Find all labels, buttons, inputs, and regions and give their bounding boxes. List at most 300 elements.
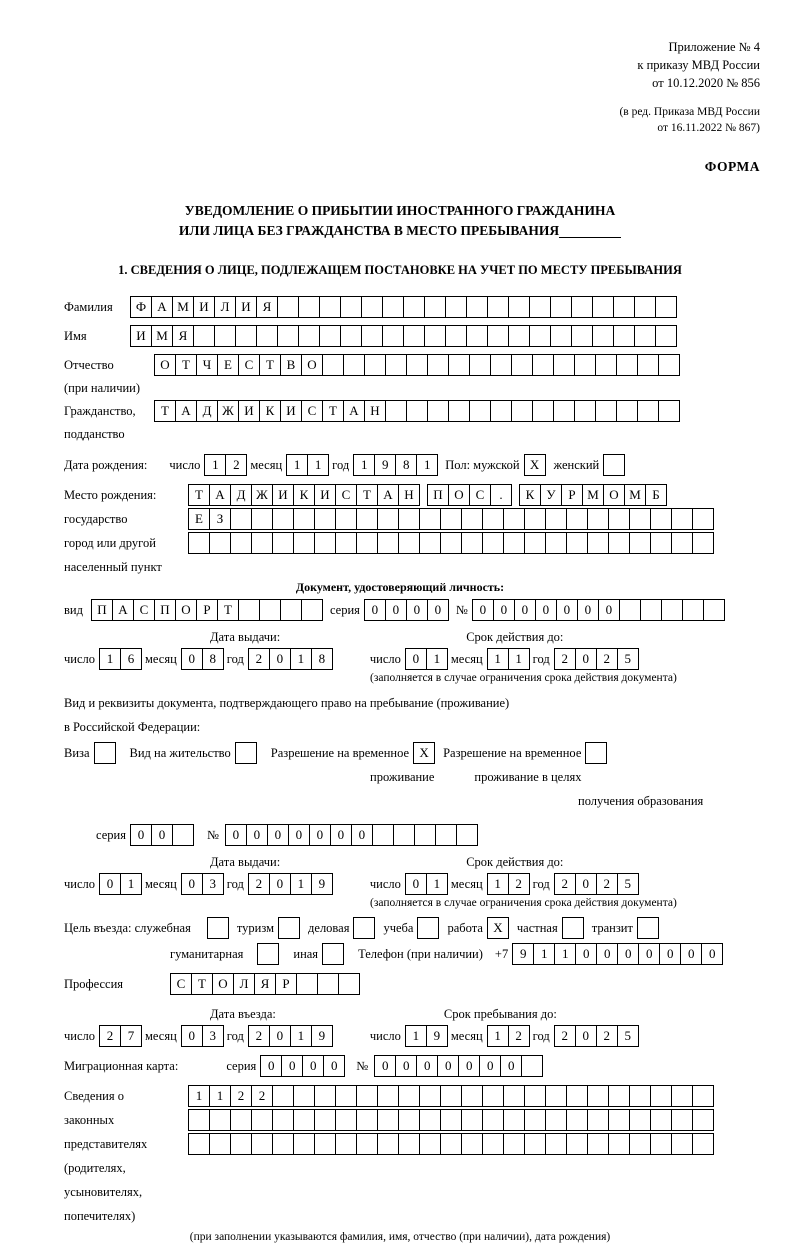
form-cell[interactable]: 0	[406, 599, 428, 621]
form-cell[interactable]	[335, 1085, 357, 1107]
form-cell[interactable]: 0	[99, 873, 121, 895]
form-cell[interactable]	[650, 1085, 672, 1107]
form-cell[interactable]: 0	[151, 824, 173, 846]
form-cell[interactable]: 2	[596, 873, 618, 895]
form-cell[interactable]: Ж	[251, 484, 273, 506]
form-cell[interactable]	[406, 400, 428, 422]
form-cell[interactable]	[629, 532, 651, 554]
stay-doc-number-cells[interactable]	[225, 824, 477, 846]
form-cell[interactable]: 1	[554, 943, 576, 965]
form-cell[interactable]	[553, 354, 575, 376]
citizenship-cells[interactable]	[154, 400, 679, 422]
form-cell[interactable]: 0	[267, 824, 289, 846]
form-cell[interactable]	[419, 1085, 441, 1107]
form-cell[interactable]: 5	[617, 1025, 639, 1047]
form-cell[interactable]	[424, 325, 446, 347]
form-cell[interactable]	[356, 1085, 378, 1107]
form-cell[interactable]: 9	[426, 1025, 448, 1047]
form-cell[interactable]	[608, 1085, 630, 1107]
form-cell[interactable]	[587, 508, 609, 530]
form-cell[interactable]: 7	[120, 1025, 142, 1047]
form-cell[interactable]	[356, 1109, 378, 1131]
form-cell[interactable]	[445, 325, 467, 347]
form-cell[interactable]: И	[130, 325, 152, 347]
form-cell[interactable]: Б	[645, 484, 667, 506]
form-cell[interactable]	[595, 400, 617, 422]
form-cell[interactable]: 2	[596, 648, 618, 670]
form-cell[interactable]	[301, 599, 323, 621]
form-cell[interactable]: И	[280, 400, 302, 422]
form-cell[interactable]	[461, 508, 483, 530]
form-cell[interactable]	[172, 824, 194, 846]
form-cell[interactable]: С	[133, 599, 155, 621]
form-cell[interactable]: 9	[512, 943, 534, 965]
form-cell[interactable]: 1	[290, 1025, 312, 1047]
form-cell[interactable]: 0	[225, 824, 247, 846]
purpose-transit-checkbox[interactable]	[637, 917, 659, 939]
form-cell[interactable]	[272, 508, 294, 530]
form-cell[interactable]	[566, 1133, 588, 1155]
form-cell[interactable]	[629, 1133, 651, 1155]
form-cell[interactable]	[566, 1109, 588, 1131]
form-cell[interactable]	[469, 400, 491, 422]
form-cell[interactable]: Т	[154, 400, 176, 422]
form-cell[interactable]	[335, 508, 357, 530]
form-cell[interactable]: 3	[202, 1025, 224, 1047]
form-cell[interactable]	[682, 599, 704, 621]
form-cell[interactable]	[524, 1109, 546, 1131]
form-cell[interactable]: 0	[575, 1025, 597, 1047]
temp-residence-checkbox[interactable]: X	[413, 742, 435, 764]
form-cell[interactable]: И	[238, 400, 260, 422]
stay-doc-series-cells[interactable]	[130, 824, 193, 846]
form-cell[interactable]	[314, 508, 336, 530]
form-cell[interactable]	[461, 532, 483, 554]
form-cell[interactable]	[634, 296, 656, 318]
form-cell[interactable]	[440, 1109, 462, 1131]
form-cell[interactable]	[335, 532, 357, 554]
form-cell[interactable]: Т	[217, 599, 239, 621]
representatives-row-2-cells[interactable]	[188, 1109, 713, 1131]
form-cell[interactable]	[529, 325, 551, 347]
form-cell[interactable]	[490, 400, 512, 422]
form-cell[interactable]: 0	[181, 648, 203, 670]
form-cell[interactable]: П	[91, 599, 113, 621]
form-cell[interactable]: Т	[322, 400, 344, 422]
form-cell[interactable]: 2	[248, 873, 270, 895]
form-cell[interactable]: Я	[254, 973, 276, 995]
form-cell[interactable]: 0	[269, 1025, 291, 1047]
form-cell[interactable]	[188, 1133, 210, 1155]
form-cell[interactable]	[487, 325, 509, 347]
form-cell[interactable]: Т	[356, 484, 378, 506]
form-cell[interactable]	[335, 1109, 357, 1131]
form-cell[interactable]: 0	[680, 943, 702, 965]
form-cell[interactable]: Д	[196, 400, 218, 422]
entry-until-month-cells[interactable]	[487, 1025, 529, 1047]
form-cell[interactable]: 0	[577, 599, 599, 621]
form-cell[interactable]	[532, 354, 554, 376]
form-cell[interactable]	[251, 1109, 273, 1131]
form-cell[interactable]: 2	[508, 1025, 530, 1047]
form-cell[interactable]: Ж	[217, 400, 239, 422]
form-cell[interactable]	[482, 532, 504, 554]
form-cell[interactable]: 0	[427, 599, 449, 621]
form-cell[interactable]: 1	[426, 873, 448, 895]
form-cell[interactable]	[372, 824, 394, 846]
form-cell[interactable]	[188, 1109, 210, 1131]
form-cell[interactable]	[251, 532, 273, 554]
purpose-study-checkbox[interactable]	[417, 917, 439, 939]
form-cell[interactable]	[335, 1133, 357, 1155]
form-cell[interactable]	[419, 532, 441, 554]
form-cell[interactable]	[272, 1085, 294, 1107]
form-cell[interactable]: 2	[508, 873, 530, 895]
form-cell[interactable]	[613, 325, 635, 347]
form-cell[interactable]	[230, 1133, 252, 1155]
purpose-service-checkbox[interactable]	[207, 917, 229, 939]
form-cell[interactable]: 9	[374, 454, 396, 476]
form-cell[interactable]: Р	[561, 484, 583, 506]
form-cell[interactable]	[524, 1085, 546, 1107]
form-cell[interactable]: 1	[286, 454, 308, 476]
form-cell[interactable]: 5	[617, 648, 639, 670]
form-cell[interactable]: 0	[617, 943, 639, 965]
form-cell[interactable]	[503, 532, 525, 554]
sex-male-checkbox[interactable]: X	[524, 454, 546, 476]
form-cell[interactable]: А	[151, 296, 173, 318]
form-cell[interactable]	[503, 508, 525, 530]
form-cell[interactable]	[293, 532, 315, 554]
form-cell[interactable]	[629, 508, 651, 530]
form-cell[interactable]: И	[235, 296, 257, 318]
form-cell[interactable]: Ф	[130, 296, 152, 318]
form-cell[interactable]	[524, 532, 546, 554]
form-cell[interactable]	[592, 325, 614, 347]
form-cell[interactable]: 1	[290, 873, 312, 895]
form-cell[interactable]: 0	[130, 824, 152, 846]
form-cell[interactable]	[545, 1109, 567, 1131]
form-cell[interactable]	[511, 354, 533, 376]
form-cell[interactable]	[461, 1109, 483, 1131]
form-cell[interactable]: 2	[248, 1025, 270, 1047]
form-cell[interactable]: 0	[260, 1055, 282, 1077]
form-cell[interactable]	[671, 1109, 693, 1131]
form-cell[interactable]: 0	[181, 873, 203, 895]
form-cell[interactable]: 1	[99, 648, 121, 670]
form-cell[interactable]	[532, 400, 554, 422]
form-cell[interactable]: 0	[575, 943, 597, 965]
form-cell[interactable]	[193, 325, 215, 347]
form-cell[interactable]	[545, 1085, 567, 1107]
form-cell[interactable]	[545, 508, 567, 530]
form-cell[interactable]: 2	[99, 1025, 121, 1047]
form-cell[interactable]: 1	[290, 648, 312, 670]
form-cell[interactable]: 0	[405, 873, 427, 895]
form-cell[interactable]	[469, 354, 491, 376]
form-cell[interactable]: 6	[120, 648, 142, 670]
form-cell[interactable]	[398, 1133, 420, 1155]
form-cell[interactable]: 0	[575, 648, 597, 670]
form-cell[interactable]	[650, 508, 672, 530]
form-cell[interactable]: 9	[311, 873, 333, 895]
form-cell[interactable]	[214, 325, 236, 347]
form-cell[interactable]	[456, 824, 478, 846]
form-cell[interactable]: О	[154, 354, 176, 376]
form-cell[interactable]: 2	[248, 648, 270, 670]
form-cell[interactable]	[508, 296, 530, 318]
form-cell[interactable]	[364, 354, 386, 376]
form-cell[interactable]: 2	[251, 1085, 273, 1107]
sex-female-checkbox[interactable]	[603, 454, 625, 476]
form-cell[interactable]	[356, 508, 378, 530]
form-cell[interactable]	[616, 400, 638, 422]
form-cell[interactable]	[640, 599, 662, 621]
form-cell[interactable]	[608, 1133, 630, 1155]
form-cell[interactable]: 0	[269, 873, 291, 895]
form-cell[interactable]: 0	[246, 824, 268, 846]
form-cell[interactable]: 1	[487, 648, 509, 670]
form-cell[interactable]: 0	[500, 1055, 522, 1077]
form-cell[interactable]	[277, 296, 299, 318]
form-cell[interactable]: 0	[659, 943, 681, 965]
form-cell[interactable]: З	[209, 508, 231, 530]
form-cell[interactable]: 0	[598, 599, 620, 621]
form-cell[interactable]	[553, 400, 575, 422]
form-cell[interactable]	[298, 325, 320, 347]
form-cell[interactable]	[293, 1109, 315, 1131]
form-cell[interactable]	[574, 400, 596, 422]
form-cell[interactable]	[487, 296, 509, 318]
form-cell[interactable]: Ч	[196, 354, 218, 376]
profession-cells[interactable]	[170, 973, 359, 995]
form-cell[interactable]: А	[112, 599, 134, 621]
form-cell[interactable]	[340, 296, 362, 318]
doc-kind-cells[interactable]	[91, 599, 322, 621]
form-cell[interactable]: О	[603, 484, 625, 506]
form-cell[interactable]	[629, 1085, 651, 1107]
form-cell[interactable]	[461, 1133, 483, 1155]
entry-until-day-cells[interactable]	[405, 1025, 447, 1047]
sd-valid-year-cells[interactable]	[554, 873, 638, 895]
birth-month-cells[interactable]	[286, 454, 328, 476]
entry-year-cells[interactable]	[248, 1025, 332, 1047]
form-cell[interactable]: 0	[351, 824, 373, 846]
form-cell[interactable]: 0	[374, 1055, 396, 1077]
form-cell[interactable]: 2	[230, 1085, 252, 1107]
form-cell[interactable]	[356, 1133, 378, 1155]
form-cell[interactable]	[650, 1109, 672, 1131]
form-cell[interactable]	[592, 296, 614, 318]
form-cell[interactable]	[314, 532, 336, 554]
form-cell[interactable]	[608, 1109, 630, 1131]
form-cell[interactable]: 8	[202, 648, 224, 670]
form-cell[interactable]: А	[343, 400, 365, 422]
form-cell[interactable]: К	[293, 484, 315, 506]
edu-residence-checkbox[interactable]	[585, 742, 607, 764]
form-cell[interactable]	[448, 354, 470, 376]
form-cell[interactable]	[385, 354, 407, 376]
form-cell[interactable]	[377, 1085, 399, 1107]
form-cell[interactable]: Д	[230, 484, 252, 506]
form-cell[interactable]	[377, 1133, 399, 1155]
form-cell[interactable]	[314, 1085, 336, 1107]
form-cell[interactable]: Р	[196, 599, 218, 621]
form-cell[interactable]	[209, 1133, 231, 1155]
form-cell[interactable]: 0	[385, 599, 407, 621]
doc-issue-day-cells[interactable]	[99, 648, 141, 670]
form-cell[interactable]	[634, 325, 656, 347]
form-cell[interactable]	[296, 973, 318, 995]
form-cell[interactable]	[272, 532, 294, 554]
form-cell[interactable]: 9	[311, 1025, 333, 1047]
form-cell[interactable]	[424, 296, 446, 318]
form-cell[interactable]: 1	[487, 1025, 509, 1047]
form-cell[interactable]: И	[314, 484, 336, 506]
form-cell[interactable]: 2	[554, 648, 576, 670]
form-cell[interactable]: И	[193, 296, 215, 318]
purpose-tourism-checkbox[interactable]	[278, 917, 300, 939]
form-cell[interactable]: 2	[554, 1025, 576, 1047]
form-cell[interactable]	[256, 325, 278, 347]
form-cell[interactable]	[511, 400, 533, 422]
form-cell[interactable]: 0	[181, 1025, 203, 1047]
form-cell[interactable]	[566, 532, 588, 554]
form-cell[interactable]	[272, 1109, 294, 1131]
form-cell[interactable]: 0	[638, 943, 660, 965]
form-cell[interactable]	[650, 532, 672, 554]
form-cell[interactable]	[398, 508, 420, 530]
purpose-business-checkbox[interactable]	[353, 917, 375, 939]
form-cell[interactable]: Т	[191, 973, 213, 995]
birthplace-row-2-cells[interactable]	[188, 508, 713, 530]
sd-valid-day-cells[interactable]	[405, 873, 447, 895]
patronymic-cells[interactable]	[154, 354, 679, 376]
form-cell[interactable]	[461, 1085, 483, 1107]
form-cell[interactable]	[671, 532, 693, 554]
entry-month-cells[interactable]	[181, 1025, 223, 1047]
form-cell[interactable]	[293, 508, 315, 530]
form-cell[interactable]	[361, 296, 383, 318]
form-cell[interactable]: 1	[405, 1025, 427, 1047]
entry-day-cells[interactable]	[99, 1025, 141, 1047]
form-cell[interactable]: С	[170, 973, 192, 995]
form-cell[interactable]	[658, 400, 680, 422]
form-cell[interactable]	[377, 532, 399, 554]
form-cell[interactable]	[403, 296, 425, 318]
form-cell[interactable]: Я	[172, 325, 194, 347]
form-cell[interactable]	[574, 354, 596, 376]
form-cell[interactable]: 0	[701, 943, 723, 965]
form-cell[interactable]	[524, 1133, 546, 1155]
form-cell[interactable]: 0	[416, 1055, 438, 1077]
doc-valid-month-cells[interactable]	[487, 648, 529, 670]
form-cell[interactable]	[419, 1109, 441, 1131]
form-cell[interactable]	[235, 325, 257, 347]
form-cell[interactable]	[251, 508, 273, 530]
form-cell[interactable]: Л	[233, 973, 255, 995]
form-cell[interactable]	[482, 1133, 504, 1155]
form-cell[interactable]	[608, 532, 630, 554]
sd-issue-month-cells[interactable]	[181, 873, 223, 895]
doc-series-cells[interactable]	[364, 599, 448, 621]
form-cell[interactable]: К	[259, 400, 281, 422]
purpose-humanitarian-checkbox[interactable]	[257, 943, 279, 965]
form-cell[interactable]	[692, 532, 714, 554]
form-cell[interactable]	[482, 1109, 504, 1131]
form-cell[interactable]: Р	[275, 973, 297, 995]
form-cell[interactable]	[692, 508, 714, 530]
form-cell[interactable]	[571, 296, 593, 318]
form-cell[interactable]	[448, 400, 470, 422]
form-cell[interactable]: 0	[395, 1055, 417, 1077]
form-cell[interactable]: 0	[330, 824, 352, 846]
form-cell[interactable]: 1	[508, 648, 530, 670]
migration-series-cells[interactable]	[260, 1055, 344, 1077]
form-cell[interactable]	[613, 296, 635, 318]
form-cell[interactable]: 0	[364, 599, 386, 621]
form-cell[interactable]: М	[582, 484, 604, 506]
birth-year-cells[interactable]	[353, 454, 437, 476]
form-cell[interactable]: 0	[323, 1055, 345, 1077]
form-cell[interactable]: О	[448, 484, 470, 506]
form-cell[interactable]	[435, 824, 457, 846]
form-cell[interactable]	[503, 1133, 525, 1155]
form-cell[interactable]	[188, 532, 210, 554]
form-cell[interactable]	[566, 1085, 588, 1107]
form-cell[interactable]	[655, 296, 677, 318]
form-cell[interactable]	[545, 1133, 567, 1155]
form-cell[interactable]	[587, 532, 609, 554]
visa-checkbox[interactable]	[94, 742, 116, 764]
birthplace-row-3-cells[interactable]	[188, 532, 713, 554]
form-cell[interactable]: 0	[269, 648, 291, 670]
form-cell[interactable]	[361, 325, 383, 347]
form-cell[interactable]: Е	[188, 508, 210, 530]
form-cell[interactable]	[503, 1085, 525, 1107]
form-cell[interactable]	[398, 1109, 420, 1131]
form-cell[interactable]	[209, 532, 231, 554]
doc-issue-year-cells[interactable]	[248, 648, 332, 670]
purpose-work-checkbox[interactable]: X	[487, 917, 509, 939]
form-cell[interactable]	[482, 508, 504, 530]
representatives-row-1-cells[interactable]	[188, 1085, 713, 1107]
form-cell[interactable]	[393, 824, 415, 846]
form-cell[interactable]	[671, 1133, 693, 1155]
form-cell[interactable]: 0	[472, 599, 494, 621]
form-cell[interactable]	[650, 1133, 672, 1155]
form-cell[interactable]: 0	[288, 824, 310, 846]
form-cell[interactable]: М	[624, 484, 646, 506]
doc-valid-day-cells[interactable]	[405, 648, 447, 670]
form-cell[interactable]: 0	[596, 943, 618, 965]
form-cell[interactable]: О	[301, 354, 323, 376]
form-cell[interactable]: 3	[202, 873, 224, 895]
form-cell[interactable]	[377, 1109, 399, 1131]
form-cell[interactable]	[616, 354, 638, 376]
form-cell[interactable]: 8	[395, 454, 417, 476]
form-cell[interactable]: И	[272, 484, 294, 506]
form-cell[interactable]	[382, 325, 404, 347]
form-cell[interactable]: 1	[353, 454, 375, 476]
form-cell[interactable]: 0	[479, 1055, 501, 1077]
form-cell[interactable]	[587, 1085, 609, 1107]
residence-permit-checkbox[interactable]	[235, 742, 257, 764]
form-cell[interactable]: С	[335, 484, 357, 506]
form-cell[interactable]: 0	[405, 648, 427, 670]
form-cell[interactable]	[550, 296, 572, 318]
form-cell[interactable]: 2	[596, 1025, 618, 1047]
